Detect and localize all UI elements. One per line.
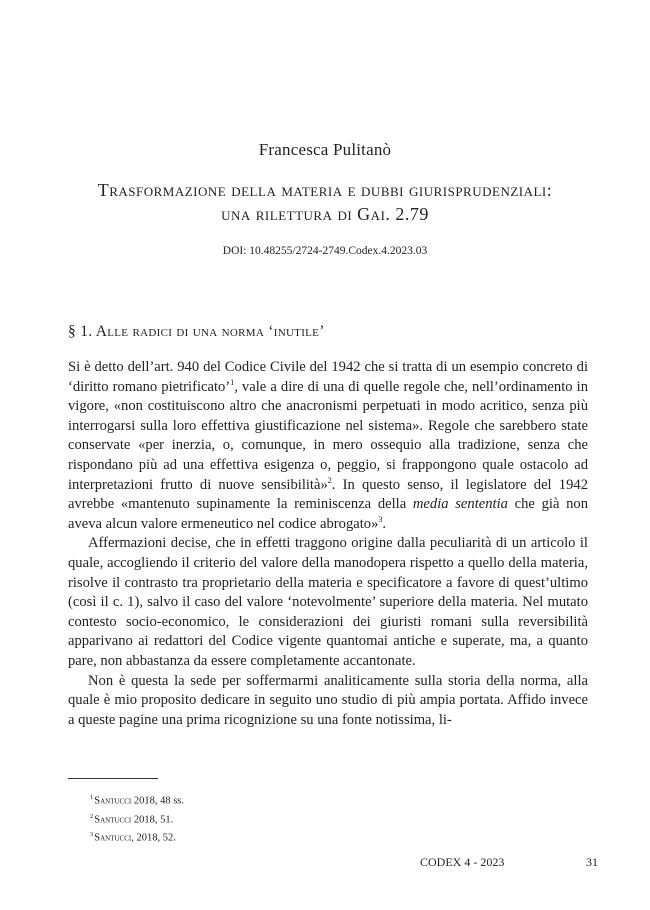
footnote-ref-1[interactable]: 1 <box>230 377 235 387</box>
footnote-divider <box>68 778 158 779</box>
article-title <box>60 178 590 226</box>
body-text <box>68 358 588 730</box>
section-heading: § 1. Alle radici di una norma ‘inutile’ <box>68 323 325 340</box>
page-number: 31 <box>586 855 598 869</box>
doi: DOI: 10.48255/2724-2749.Codex.4.2023.03 <box>222 245 428 257</box>
footnote-1: $^1$Santucci 2018, 48 ss. <box>90 794 185 807</box>
footnote-2: $^2$Santucci 2018, 51. <box>90 812 174 825</box>
page-footer <box>420 855 598 870</box>
journal-name: CODEX 4 - 2023 <box>420 855 505 869</box>
paragraph-2: Affermazioni decise, che in effetti traggono origine dalla peculiarità di un articolo il quale, accogliendo il criterio del valore della manodopera rispetto a quello della materia, risolve il contrasto tra proprietario della materia e specificatore a favore di quest’ultimo (così il c. 1), salvo il caso del valore ‘notevolmente’ superiore della materia. Nel mutato contesto socio-economico, le considerazioni dei giuristi romani sulla reversibilità apparivano ai redattori del Codice vigente quantomai antiche e superate, ma, a quanto pare, non abbastanza da essere completamente accantonate. <box>68 535 588 669</box>
author-name: Francesca Pulitanò <box>258 140 392 159</box>
footnote-3: $^3$Santucci, 2018, 52. <box>90 831 176 844</box>
title-line-1: Trasformazione della materia e dubbi giurisprudenziali: <box>97 180 553 200</box>
paragraph-3: Non è questa la sede per soffermarmi analiticamente sulla storia della norma, alla quale è mio proposito dedicare in seguito uno studio di più ampia portata. Affido invece a queste pagine una prima ricognizione su una fonte notissima, li- <box>68 672 588 728</box>
footnote-ref-2[interactable]: 2 <box>327 475 332 485</box>
title-line-2: una rilettura di Gai. 2.79 <box>221 204 429 224</box>
footnote-ref-3[interactable]: 3 <box>378 514 383 524</box>
paragraph-1: Si è detto dell’art. 940 del Codice Civile del 1942 che si tratta di un esempio concreto di ‘diritto romano pietrificato’$^1$, vale a dire di una di quelle regole che, nell’ordinamento in vigore, «non costituiscono altro che anacronismi perpetuati in modo acritico, senza più interrogarsi sulla loro effettiva giustificazione nel sistema». Regole che sarebbero state conservate «per inerzia, o, comunque, in mero ossequio alla tradizione, senza che rispondano più ad una effettiva esigenza o, peggio, si frappongono quale ostacolo ad interpretazioni frutto di nuove sensibilità»$^2$. In questo senso, il legislatore del 1942 avrebbe «mantenuto supinamente la reminiscenza della media sententia che già non aveva alcun valore ermeneutico nel codice abrogato»$^3$. <box>68 359 589 532</box>
footnotes <box>90 790 540 846</box>
